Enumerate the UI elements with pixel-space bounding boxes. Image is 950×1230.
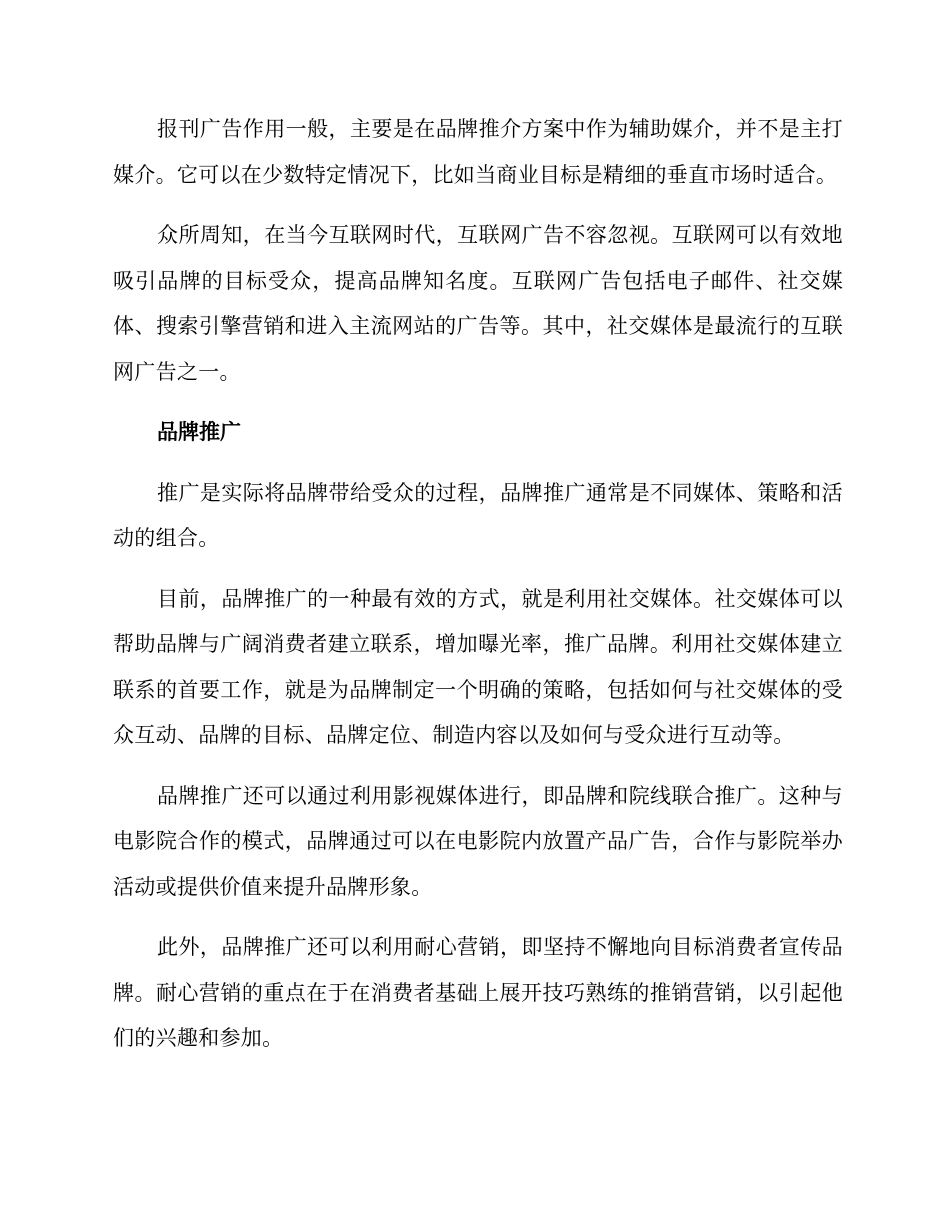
document-page	[113, 107, 843, 1077]
paragraph-social-media: 目前，品牌推广的一种最有效的方式，就是利用社交媒体。社交媒体可以帮助品牌与广阔消费者建立联系，增加曝光率，推广品牌。利用社交媒体建立联系的首要工作，就是为品牌制定一个明确的策略，包括如何与社交媒体的受众互动、品牌的目标、品牌定位、制造内容以及如何与受众进行互动等。	[113, 586, 843, 747]
paragraph-cinema-promotion: 品牌推广还可以通过利用影视媒体进行，即品牌和院线联合推广。这种与电影院合作的模式，品牌通过可以在电影院内放置产品广告，合作与影院举办活动或提供价值来提升品牌形象。	[113, 783, 843, 899]
paragraph-promotion-definition: 推广是实际将品牌带给受众的过程，品牌推广通常是不同媒体、策略和活动的组合。	[113, 480, 843, 550]
section-heading-brand-promotion: 品牌推广	[157, 420, 241, 444]
paragraph-patient-marketing: 此外，品牌推广还可以利用耐心营销，即坚持不懈地向目标消费者宣传品牌。耐心营销的重点在于在消费者基础上展开技巧熟练的推销营销，以引起他们的兴趣和参加。	[113, 935, 843, 1050]
paragraph-internet-ads: 众所周知，在当今互联网时代，互联网广告不容忽视。互联网可以有效地吸引品牌的目标受众，提高品牌知名度。互联网广告包括电子邮件、社交媒体、搜索引擎营销和进入主流网站的广告等。其中，社交媒体是最流行的互联网广告之一。	[113, 223, 843, 384]
paragraph-newspaper-ads: 报刊广告作用一般，主要是在品牌推介方案中作为辅助媒介，并不是主打媒介。它可以在少数特定情况下，比如当商业目标是精细的垂直市场时适合。	[113, 117, 843, 187]
